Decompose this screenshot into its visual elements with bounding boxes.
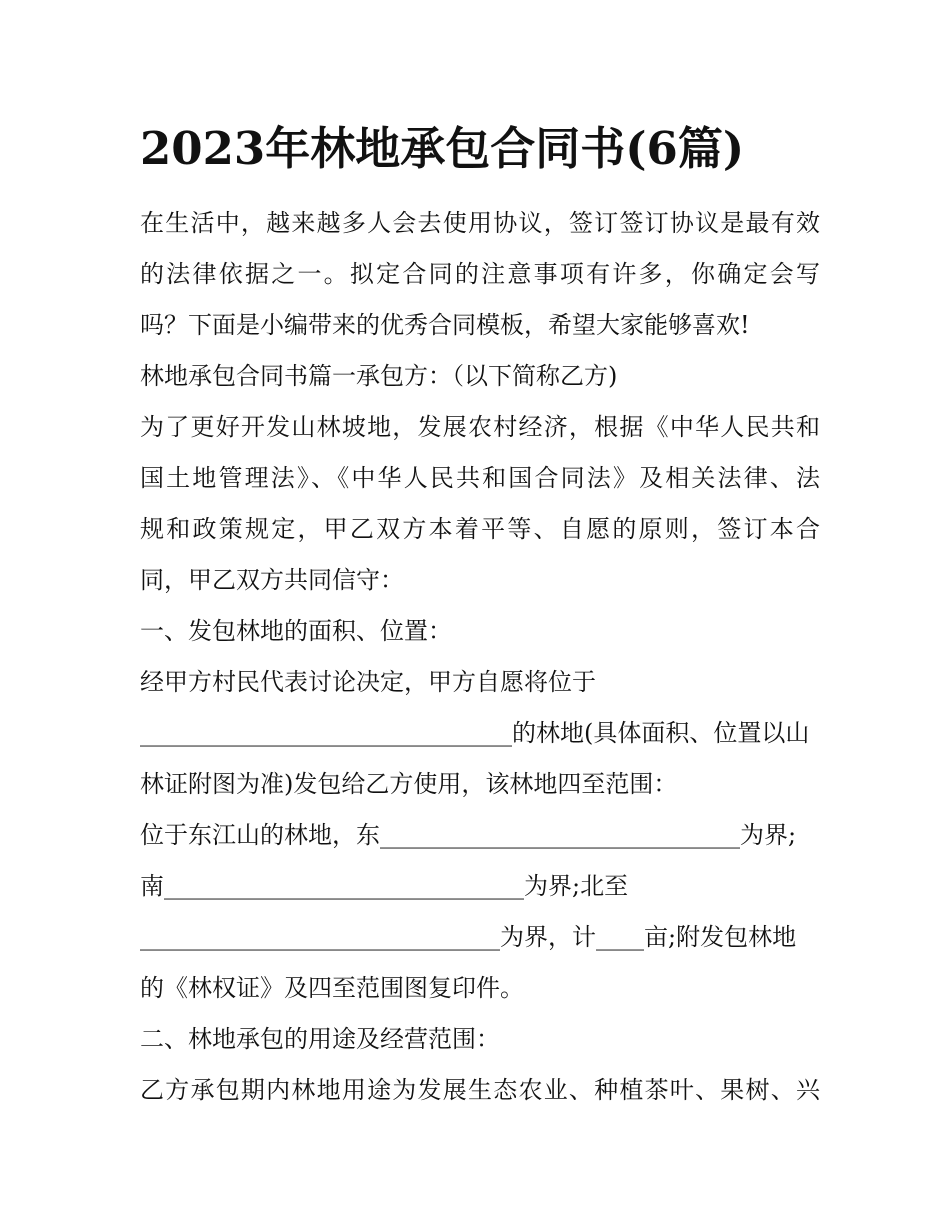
paragraph-line: 吗？下面是小编带来的优秀合同模板，希望大家能够喜欢! bbox=[140, 311, 750, 339]
paragraph-line: 同，甲乙双方共同信守： bbox=[140, 566, 404, 594]
blank-fill-line: ______________________________为界，计____亩;附发包林地 bbox=[140, 923, 797, 951]
paragraph-line: 林证附图为准)发包给乙方使用，该林地四至范围： bbox=[140, 770, 678, 798]
blank-fill-line: 位于东江山的林地，东______________________________为界; bbox=[140, 821, 797, 849]
blank-fill-line: _______________________________的林地(具体面积、位置以山 bbox=[140, 719, 810, 747]
document-title: 2023年林地承包合同书(6篇) bbox=[140, 122, 745, 175]
paragraph-line: 的《林权证》及四至范围图复印件。 bbox=[140, 974, 524, 1002]
document-body bbox=[140, 198, 820, 1116]
clause-heading-line: 一、发包林地的面积、位置： bbox=[140, 617, 452, 645]
paragraph-line: 的法律依据之一。拟定合同的注意事项有许多，你确定会写 bbox=[140, 260, 820, 288]
paragraph-line: 经甲方村民代表讨论决定，甲方自愿将位于 bbox=[140, 668, 596, 696]
paragraph-line: 为了更好开发山林坡地，发展农村经济，根据《中华人民共和 bbox=[140, 413, 820, 441]
clause-heading-line: 二、林地承包的用途及经营范围： bbox=[140, 1025, 500, 1053]
paragraph-line: 在生活中，越来越多人会去使用协议，签订签订协议是最有效 bbox=[140, 209, 820, 237]
paragraph-line: 乙方承包期内林地用途为发展生态农业、种植茶叶、果树、兴 bbox=[140, 1076, 820, 1104]
paragraph-line: 国土地管理法》、《中华人民共和国合同法》及相关法律、法 bbox=[140, 464, 820, 492]
paragraph-line: 规和政策规定，甲乙双方本着平等、自愿的原则，签订本合 bbox=[140, 515, 820, 543]
blank-fill-line: 南______________________________为界;北至 bbox=[140, 872, 629, 900]
section-heading-line: 林地承包合同书篇一承包方：（以下简称乙方) bbox=[140, 362, 618, 390]
